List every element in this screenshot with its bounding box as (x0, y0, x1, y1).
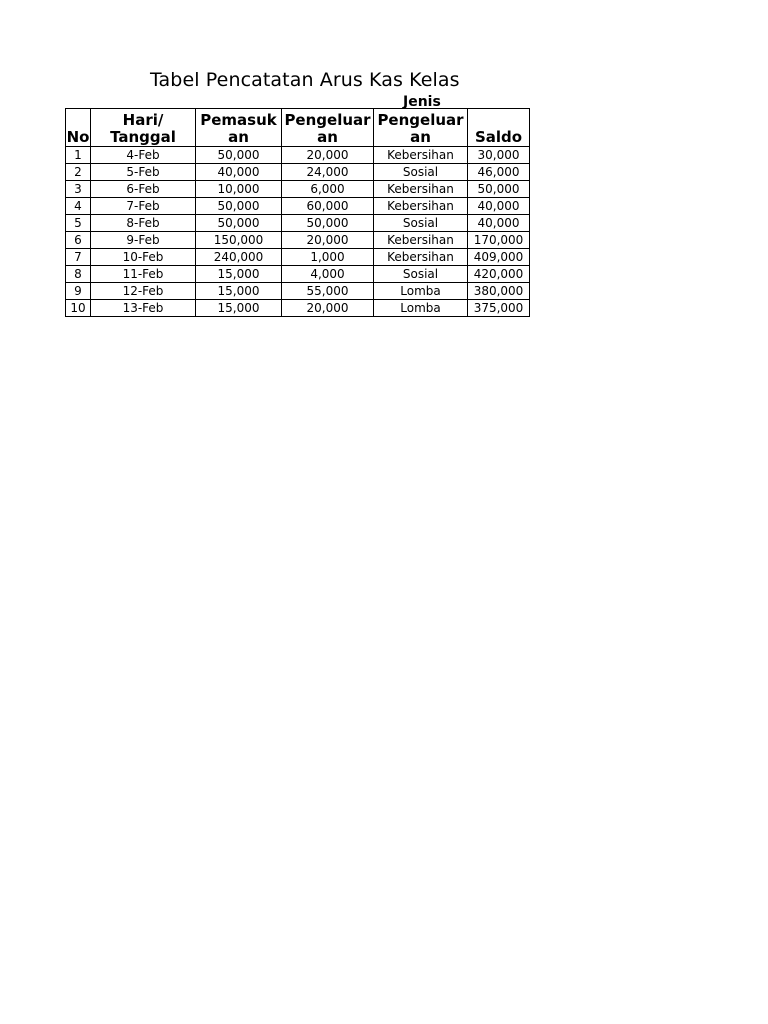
cell-pemasukan: 50,000 (196, 147, 282, 164)
cell-tanggal: 4-Feb (91, 147, 196, 164)
header-hari-line2: Tanggal (110, 128, 176, 146)
cell-no: 9 (66, 283, 91, 300)
page-title: Tabel Pencatatan Arus Kas Kelas (150, 69, 460, 91)
cell-jenis: Kebersihan (374, 198, 468, 215)
cell-jenis: Sosial (374, 266, 468, 283)
cell-no: 10 (66, 300, 91, 317)
cell-pengeluaran: 55,000 (282, 283, 374, 300)
header-pemasukan-line2: an (228, 128, 249, 146)
header-saldo-label: Saldo (474, 128, 523, 146)
cell-pengeluaran: 4,000 (282, 266, 374, 283)
header-jenis-line1: Pengeluar (377, 111, 464, 129)
header-pengeluaran-line2: an (317, 128, 338, 146)
header-pengeluaran (282, 109, 374, 147)
cell-no: 3 (66, 181, 91, 198)
table-row (66, 283, 530, 300)
cell-pengeluaran: 6,000 (282, 181, 374, 198)
cell-no: 2 (66, 164, 91, 181)
header-jenis-pengeluaran (374, 109, 468, 147)
cell-pemasukan: 15,000 (196, 283, 282, 300)
cell-jenis: Lomba (374, 283, 468, 300)
cell-saldo: 50,000 (468, 181, 530, 198)
cell-saldo: 170,000 (468, 232, 530, 249)
table-row (66, 232, 530, 249)
cell-no: 4 (66, 198, 91, 215)
cell-tanggal: 8-Feb (91, 215, 196, 232)
cell-saldo: 420,000 (468, 266, 530, 283)
cell-saldo: 46,000 (468, 164, 530, 181)
header-pemasukan (196, 109, 282, 147)
cell-pengeluaran: 20,000 (282, 232, 374, 249)
table-row (66, 300, 530, 317)
header-hari-tanggal (91, 109, 196, 147)
cell-jenis: Lomba (374, 300, 468, 317)
header-no (66, 109, 91, 147)
cash-flow-table (65, 108, 530, 317)
cell-tanggal: 10-Feb (91, 249, 196, 266)
cell-pemasukan: 40,000 (196, 164, 282, 181)
table-row (66, 249, 530, 266)
cell-jenis: Kebersihan (374, 147, 468, 164)
cell-tanggal: 12-Feb (91, 283, 196, 300)
cell-pemasukan: 50,000 (196, 215, 282, 232)
cell-pengeluaran: 20,000 (282, 300, 374, 317)
cell-tanggal: 9-Feb (91, 232, 196, 249)
table-header-row (66, 109, 530, 147)
header-hari-line1: Hari/ (122, 111, 164, 129)
cell-pengeluaran: 20,000 (282, 147, 374, 164)
cell-pemasukan: 15,000 (196, 300, 282, 317)
cell-tanggal: 11-Feb (91, 266, 196, 283)
cell-no: 5 (66, 215, 91, 232)
cell-jenis: Kebersihan (374, 232, 468, 249)
header-no-label: No (66, 128, 90, 146)
cell-saldo: 30,000 (468, 147, 530, 164)
cell-no: 8 (66, 266, 91, 283)
cell-tanggal: 13-Feb (91, 300, 196, 317)
cell-saldo: 409,000 (468, 249, 530, 266)
cell-jenis: Kebersihan (374, 249, 468, 266)
table-row (66, 198, 530, 215)
header-saldo (468, 109, 530, 147)
cell-tanggal: 6-Feb (91, 181, 196, 198)
cell-saldo: 380,000 (468, 283, 530, 300)
table-row (66, 266, 530, 283)
cell-tanggal: 5-Feb (91, 164, 196, 181)
cell-tanggal: 7-Feb (91, 198, 196, 215)
header-jenis-line2: an (410, 128, 431, 146)
cell-pemasukan: 15,000 (196, 266, 282, 283)
cell-pengeluaran: 1,000 (282, 249, 374, 266)
cell-pemasukan: 240,000 (196, 249, 282, 266)
header-pemasukan-line1: Pemasuk (200, 111, 277, 129)
table-row (66, 181, 530, 198)
cell-no: 7 (66, 249, 91, 266)
table-row (66, 164, 530, 181)
cell-pemasukan: 150,000 (196, 232, 282, 249)
cell-jenis: Kebersihan (374, 181, 468, 198)
cell-pengeluaran: 60,000 (282, 198, 374, 215)
cell-pengeluaran: 24,000 (282, 164, 374, 181)
cell-jenis: Sosial (374, 215, 468, 232)
cell-pengeluaran: 50,000 (282, 215, 374, 232)
cell-no: 1 (66, 147, 91, 164)
table-row (66, 147, 530, 164)
cell-saldo: 375,000 (468, 300, 530, 317)
cell-no: 6 (66, 232, 91, 249)
cell-jenis: Sosial (374, 164, 468, 181)
table-row (66, 215, 530, 232)
cell-saldo: 40,000 (468, 198, 530, 215)
cell-pemasukan: 50,000 (196, 198, 282, 215)
header-pengeluaran-line1: Pengeluar (284, 111, 371, 129)
header-jenis-overflow: Jenis (403, 94, 441, 110)
cell-saldo: 40,000 (468, 215, 530, 232)
cell-pemasukan: 10,000 (196, 181, 282, 198)
